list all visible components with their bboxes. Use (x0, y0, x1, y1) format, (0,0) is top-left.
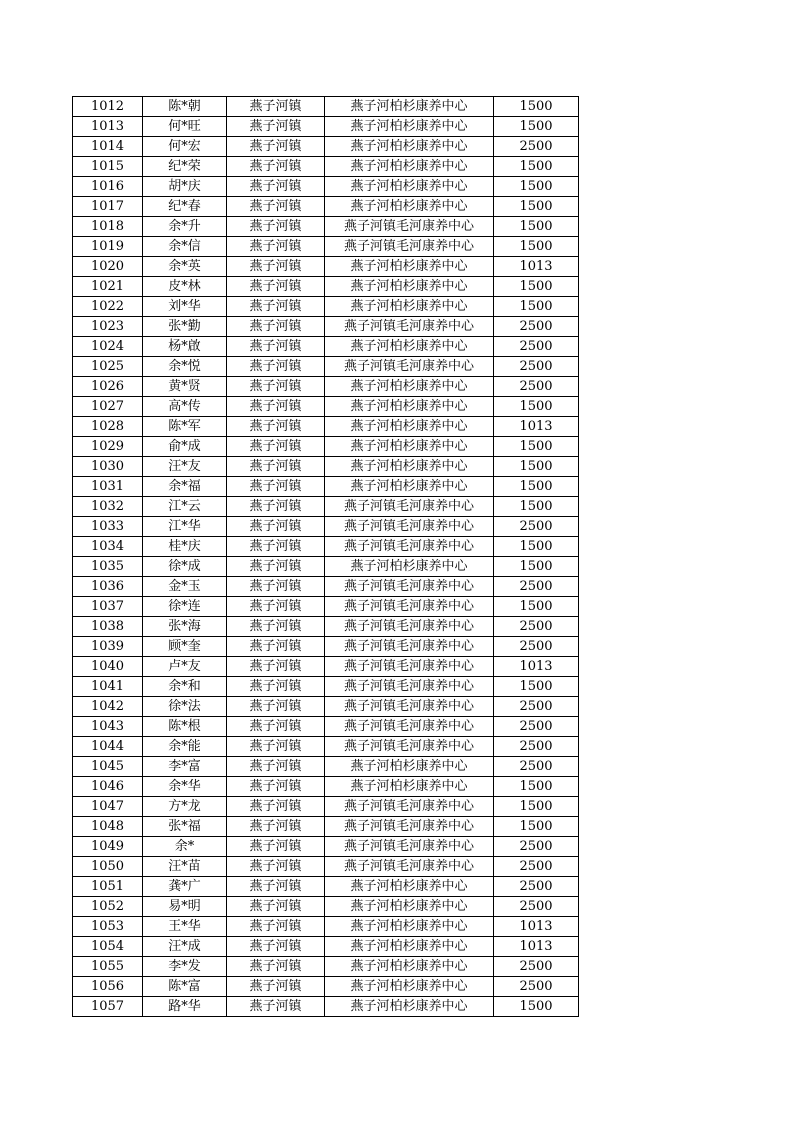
table-row (73, 777, 579, 797)
amount-cell: 1500 (494, 497, 579, 517)
town-cell: 燕子河镇 (227, 617, 325, 637)
name-cell: 何*宏 (143, 137, 227, 157)
name-cell: 陈*根 (143, 717, 227, 737)
serial-number-cell: 1031 (73, 477, 143, 497)
table-row (73, 197, 579, 217)
serial-number-cell: 1020 (73, 257, 143, 277)
serial-number-cell: 1015 (73, 157, 143, 177)
amount-cell: 2500 (494, 857, 579, 877)
amount-cell: 2500 (494, 837, 579, 857)
table-row (73, 737, 579, 757)
table-row (73, 677, 579, 697)
table-row (73, 557, 579, 577)
care-center-cell: 燕子河柏杉康养中心 (325, 297, 494, 317)
town-cell: 燕子河镇 (227, 277, 325, 297)
town-cell: 燕子河镇 (227, 857, 325, 877)
serial-number-cell: 1029 (73, 437, 143, 457)
serial-number-cell: 1033 (73, 517, 143, 537)
name-cell: 余*能 (143, 737, 227, 757)
town-cell: 燕子河镇 (227, 757, 325, 777)
table-row (73, 877, 579, 897)
amount-cell: 1500 (494, 677, 579, 697)
name-cell: 刘*华 (143, 297, 227, 317)
care-center-cell: 燕子河镇毛河康养中心 (325, 677, 494, 697)
serial-number-cell: 1037 (73, 597, 143, 617)
amount-cell: 2500 (494, 977, 579, 997)
care-center-cell: 燕子河镇毛河康养中心 (325, 717, 494, 737)
name-cell: 金*玉 (143, 577, 227, 597)
table-row (73, 217, 579, 237)
town-cell: 燕子河镇 (227, 717, 325, 737)
serial-number-cell: 1056 (73, 977, 143, 997)
name-cell: 陈*朝 (143, 97, 227, 117)
amount-cell: 1500 (494, 797, 579, 817)
care-center-cell: 燕子河镇毛河康养中心 (325, 657, 494, 677)
care-center-cell: 燕子河柏杉康养中心 (325, 437, 494, 457)
table-row (73, 297, 579, 317)
name-cell: 黄*贤 (143, 377, 227, 397)
amount-cell: 2500 (494, 897, 579, 917)
name-cell: 王*华 (143, 917, 227, 937)
amount-cell: 1500 (494, 457, 579, 477)
care-center-cell: 燕子河柏杉康养中心 (325, 377, 494, 397)
town-cell: 燕子河镇 (227, 937, 325, 957)
serial-number-cell: 1046 (73, 777, 143, 797)
serial-number-cell: 1048 (73, 817, 143, 837)
amount-cell: 1500 (494, 537, 579, 557)
table-row (73, 657, 579, 677)
table-row (73, 137, 579, 157)
amount-cell: 1013 (494, 417, 579, 437)
care-center-cell: 燕子河镇毛河康养中心 (325, 217, 494, 237)
care-center-cell: 燕子河柏杉康养中心 (325, 997, 494, 1017)
name-cell: 余*英 (143, 257, 227, 277)
name-cell: 方*龙 (143, 797, 227, 817)
serial-number-cell: 1043 (73, 717, 143, 737)
care-center-cell: 燕子河柏杉康养中心 (325, 777, 494, 797)
town-cell: 燕子河镇 (227, 217, 325, 237)
town-cell: 燕子河镇 (227, 437, 325, 457)
care-center-cell: 燕子河柏杉康养中心 (325, 957, 494, 977)
care-center-cell: 燕子河镇毛河康养中心 (325, 697, 494, 717)
table-row (73, 997, 579, 1017)
amount-cell: 2500 (494, 577, 579, 597)
name-cell: 李*发 (143, 957, 227, 977)
serial-number-cell: 1057 (73, 997, 143, 1017)
table-row (73, 397, 579, 417)
town-cell: 燕子河镇 (227, 497, 325, 517)
serial-number-cell: 1052 (73, 897, 143, 917)
amount-cell: 1500 (494, 997, 579, 1017)
name-cell: 余*华 (143, 777, 227, 797)
care-center-cell: 燕子河镇毛河康养中心 (325, 597, 494, 617)
amount-cell: 1500 (494, 97, 579, 117)
serial-number-cell: 1028 (73, 417, 143, 437)
name-cell: 余*悦 (143, 357, 227, 377)
amount-cell: 1500 (494, 277, 579, 297)
amount-cell: 2500 (494, 637, 579, 657)
table-row (73, 897, 579, 917)
amount-cell: 1500 (494, 557, 579, 577)
amount-cell: 1013 (494, 937, 579, 957)
table-row (73, 157, 579, 177)
table-row (73, 117, 579, 137)
table-row (73, 977, 579, 997)
serial-number-cell: 1054 (73, 937, 143, 957)
care-center-cell: 燕子河镇毛河康养中心 (325, 737, 494, 757)
data-table (72, 96, 579, 1017)
care-center-cell: 燕子河镇毛河康养中心 (325, 577, 494, 597)
town-cell: 燕子河镇 (227, 477, 325, 497)
town-cell: 燕子河镇 (227, 517, 325, 537)
table-row (73, 457, 579, 477)
care-center-cell: 燕子河柏杉康养中心 (325, 117, 494, 137)
serial-number-cell: 1035 (73, 557, 143, 577)
name-cell: 俞*成 (143, 437, 227, 457)
serial-number-cell: 1024 (73, 337, 143, 357)
care-center-cell: 燕子河镇毛河康养中心 (325, 617, 494, 637)
name-cell: 高*传 (143, 397, 227, 417)
town-cell: 燕子河镇 (227, 837, 325, 857)
town-cell: 燕子河镇 (227, 317, 325, 337)
table-row (73, 277, 579, 297)
table-row (73, 857, 579, 877)
town-cell: 燕子河镇 (227, 157, 325, 177)
care-center-cell: 燕子河柏杉康养中心 (325, 97, 494, 117)
care-center-cell: 燕子河镇毛河康养中心 (325, 357, 494, 377)
name-cell: 纪*春 (143, 197, 227, 217)
care-center-cell: 燕子河镇毛河康养中心 (325, 517, 494, 537)
care-center-cell: 燕子河镇毛河康养中心 (325, 797, 494, 817)
town-cell: 燕子河镇 (227, 657, 325, 677)
name-cell: 江*云 (143, 497, 227, 517)
serial-number-cell: 1025 (73, 357, 143, 377)
table-row (73, 817, 579, 837)
care-center-cell: 燕子河镇毛河康养中心 (325, 237, 494, 257)
serial-number-cell: 1030 (73, 457, 143, 477)
care-center-cell: 燕子河镇毛河康养中心 (325, 537, 494, 557)
care-center-cell: 燕子河镇毛河康养中心 (325, 837, 494, 857)
amount-cell: 2500 (494, 617, 579, 637)
town-cell: 燕子河镇 (227, 877, 325, 897)
serial-number-cell: 1050 (73, 857, 143, 877)
name-cell: 余*信 (143, 237, 227, 257)
name-cell: 徐*法 (143, 697, 227, 717)
name-cell: 龚*广 (143, 877, 227, 897)
name-cell: 陈*军 (143, 417, 227, 437)
serial-number-cell: 1013 (73, 117, 143, 137)
amount-cell: 1013 (494, 657, 579, 677)
name-cell: 路*华 (143, 997, 227, 1017)
amount-cell: 1500 (494, 597, 579, 617)
table-row (73, 717, 579, 737)
name-cell: 顾*奎 (143, 637, 227, 657)
care-center-cell: 燕子河柏杉康养中心 (325, 157, 494, 177)
serial-number-cell: 1021 (73, 277, 143, 297)
amount-cell: 1500 (494, 177, 579, 197)
town-cell: 燕子河镇 (227, 737, 325, 757)
care-center-cell: 燕子河柏杉康养中心 (325, 477, 494, 497)
table-row (73, 437, 579, 457)
serial-number-cell: 1034 (73, 537, 143, 557)
table-row (73, 357, 579, 377)
serial-number-cell: 1038 (73, 617, 143, 637)
amount-cell: 2500 (494, 877, 579, 897)
amount-cell: 2500 (494, 717, 579, 737)
town-cell: 燕子河镇 (227, 997, 325, 1017)
table-row (73, 497, 579, 517)
name-cell: 余*和 (143, 677, 227, 697)
table-row (73, 697, 579, 717)
care-center-cell: 燕子河柏杉康养中心 (325, 457, 494, 477)
name-cell: 汪*成 (143, 937, 227, 957)
name-cell: 李*富 (143, 757, 227, 777)
town-cell: 燕子河镇 (227, 177, 325, 197)
name-cell: 徐*连 (143, 597, 227, 617)
care-center-cell: 燕子河柏杉康养中心 (325, 177, 494, 197)
town-cell: 燕子河镇 (227, 677, 325, 697)
table-row (73, 637, 579, 657)
town-cell: 燕子河镇 (227, 457, 325, 477)
serial-number-cell: 1032 (73, 497, 143, 517)
name-cell: 胡*庆 (143, 177, 227, 197)
table-row (73, 257, 579, 277)
table-row (73, 917, 579, 937)
serial-number-cell: 1012 (73, 97, 143, 117)
amount-cell: 1500 (494, 397, 579, 417)
serial-number-cell: 1023 (73, 317, 143, 337)
serial-number-cell: 1053 (73, 917, 143, 937)
town-cell: 燕子河镇 (227, 897, 325, 917)
town-cell: 燕子河镇 (227, 977, 325, 997)
town-cell: 燕子河镇 (227, 917, 325, 937)
care-center-cell: 燕子河柏杉康养中心 (325, 137, 494, 157)
name-cell: 皮*林 (143, 277, 227, 297)
table-row (73, 417, 579, 437)
table-row (73, 477, 579, 497)
name-cell: 江*华 (143, 517, 227, 537)
name-cell: 张*勤 (143, 317, 227, 337)
town-cell: 燕子河镇 (227, 817, 325, 837)
care-center-cell: 燕子河柏杉康养中心 (325, 917, 494, 937)
town-cell: 燕子河镇 (227, 377, 325, 397)
amount-cell: 1500 (494, 477, 579, 497)
amount-cell: 2500 (494, 757, 579, 777)
town-cell: 燕子河镇 (227, 637, 325, 657)
town-cell: 燕子河镇 (227, 577, 325, 597)
care-center-cell: 燕子河柏杉康养中心 (325, 277, 494, 297)
name-cell: 汪*苗 (143, 857, 227, 877)
amount-cell: 2500 (494, 957, 579, 977)
amount-cell: 1500 (494, 817, 579, 837)
name-cell: 易*明 (143, 897, 227, 917)
table-row (73, 337, 579, 357)
amount-cell: 2500 (494, 517, 579, 537)
serial-number-cell: 1044 (73, 737, 143, 757)
care-center-cell: 燕子河柏杉康养中心 (325, 897, 494, 917)
town-cell: 燕子河镇 (227, 397, 325, 417)
amount-cell: 1500 (494, 217, 579, 237)
care-center-cell: 燕子河镇毛河康养中心 (325, 637, 494, 657)
serial-number-cell: 1019 (73, 237, 143, 257)
amount-cell: 1500 (494, 157, 579, 177)
care-center-cell: 燕子河柏杉康养中心 (325, 417, 494, 437)
care-center-cell: 燕子河柏杉康养中心 (325, 757, 494, 777)
serial-number-cell: 1039 (73, 637, 143, 657)
serial-number-cell: 1026 (73, 377, 143, 397)
care-center-cell: 燕子河柏杉康养中心 (325, 257, 494, 277)
town-cell: 燕子河镇 (227, 357, 325, 377)
table-row (73, 517, 579, 537)
amount-cell: 2500 (494, 737, 579, 757)
table-row (73, 957, 579, 977)
serial-number-cell: 1047 (73, 797, 143, 817)
amount-cell: 1500 (494, 777, 579, 797)
town-cell: 燕子河镇 (227, 197, 325, 217)
serial-number-cell: 1045 (73, 757, 143, 777)
name-cell: 杨*啟 (143, 337, 227, 357)
town-cell: 燕子河镇 (227, 337, 325, 357)
name-cell: 桂*庆 (143, 537, 227, 557)
name-cell: 张*福 (143, 817, 227, 837)
care-center-cell: 燕子河柏杉康养中心 (325, 977, 494, 997)
serial-number-cell: 1014 (73, 137, 143, 157)
amount-cell: 1500 (494, 197, 579, 217)
care-center-cell: 燕子河镇毛河康养中心 (325, 817, 494, 837)
table-row (73, 317, 579, 337)
town-cell: 燕子河镇 (227, 417, 325, 437)
town-cell: 燕子河镇 (227, 557, 325, 577)
amount-cell: 2500 (494, 337, 579, 357)
table-row (73, 537, 579, 557)
serial-number-cell: 1036 (73, 577, 143, 597)
amount-cell: 1013 (494, 257, 579, 277)
table-body (73, 97, 579, 1017)
care-center-cell: 燕子河柏杉康养中心 (325, 397, 494, 417)
name-cell: 余* (143, 837, 227, 857)
town-cell: 燕子河镇 (227, 597, 325, 617)
table-row (73, 837, 579, 857)
amount-cell: 2500 (494, 137, 579, 157)
table-row (73, 577, 579, 597)
amount-cell: 1500 (494, 117, 579, 137)
name-cell: 何*旺 (143, 117, 227, 137)
amount-cell: 2500 (494, 697, 579, 717)
name-cell: 陈*富 (143, 977, 227, 997)
amount-cell: 1500 (494, 437, 579, 457)
serial-number-cell: 1018 (73, 217, 143, 237)
table-row (73, 237, 579, 257)
table-row (73, 797, 579, 817)
care-center-cell: 燕子河柏杉康养中心 (325, 337, 494, 357)
name-cell: 徐*成 (143, 557, 227, 577)
care-center-cell: 燕子河柏杉康养中心 (325, 197, 494, 217)
amount-cell: 1500 (494, 297, 579, 317)
name-cell: 余*升 (143, 217, 227, 237)
care-center-cell: 燕子河镇毛河康养中心 (325, 317, 494, 337)
care-center-cell: 燕子河柏杉康养中心 (325, 937, 494, 957)
serial-number-cell: 1040 (73, 657, 143, 677)
serial-number-cell: 1049 (73, 837, 143, 857)
town-cell: 燕子河镇 (227, 117, 325, 137)
care-center-cell: 燕子河镇毛河康养中心 (325, 857, 494, 877)
serial-number-cell: 1041 (73, 677, 143, 697)
name-cell: 余*福 (143, 477, 227, 497)
amount-cell: 1500 (494, 237, 579, 257)
serial-number-cell: 1042 (73, 697, 143, 717)
town-cell: 燕子河镇 (227, 97, 325, 117)
serial-number-cell: 1055 (73, 957, 143, 977)
name-cell: 汪*友 (143, 457, 227, 477)
care-center-cell: 燕子河柏杉康养中心 (325, 557, 494, 577)
town-cell: 燕子河镇 (227, 957, 325, 977)
care-center-cell: 燕子河柏杉康养中心 (325, 877, 494, 897)
table-row (73, 937, 579, 957)
town-cell: 燕子河镇 (227, 237, 325, 257)
town-cell: 燕子河镇 (227, 257, 325, 277)
table-row (73, 177, 579, 197)
town-cell: 燕子河镇 (227, 797, 325, 817)
serial-number-cell: 1051 (73, 877, 143, 897)
name-cell: 纪*荣 (143, 157, 227, 177)
serial-number-cell: 1017 (73, 197, 143, 217)
serial-number-cell: 1016 (73, 177, 143, 197)
amount-cell: 2500 (494, 357, 579, 377)
serial-number-cell: 1022 (73, 297, 143, 317)
name-cell: 卢*友 (143, 657, 227, 677)
name-cell: 张*海 (143, 617, 227, 637)
care-center-cell: 燕子河镇毛河康养中心 (325, 497, 494, 517)
town-cell: 燕子河镇 (227, 137, 325, 157)
town-cell: 燕子河镇 (227, 697, 325, 717)
amount-cell: 2500 (494, 377, 579, 397)
table-row (73, 597, 579, 617)
table-row (73, 377, 579, 397)
town-cell: 燕子河镇 (227, 537, 325, 557)
amount-cell: 2500 (494, 317, 579, 337)
table-row (73, 97, 579, 117)
amount-cell: 1013 (494, 917, 579, 937)
table-row (73, 757, 579, 777)
table-row (73, 617, 579, 637)
town-cell: 燕子河镇 (227, 777, 325, 797)
serial-number-cell: 1027 (73, 397, 143, 417)
town-cell: 燕子河镇 (227, 297, 325, 317)
